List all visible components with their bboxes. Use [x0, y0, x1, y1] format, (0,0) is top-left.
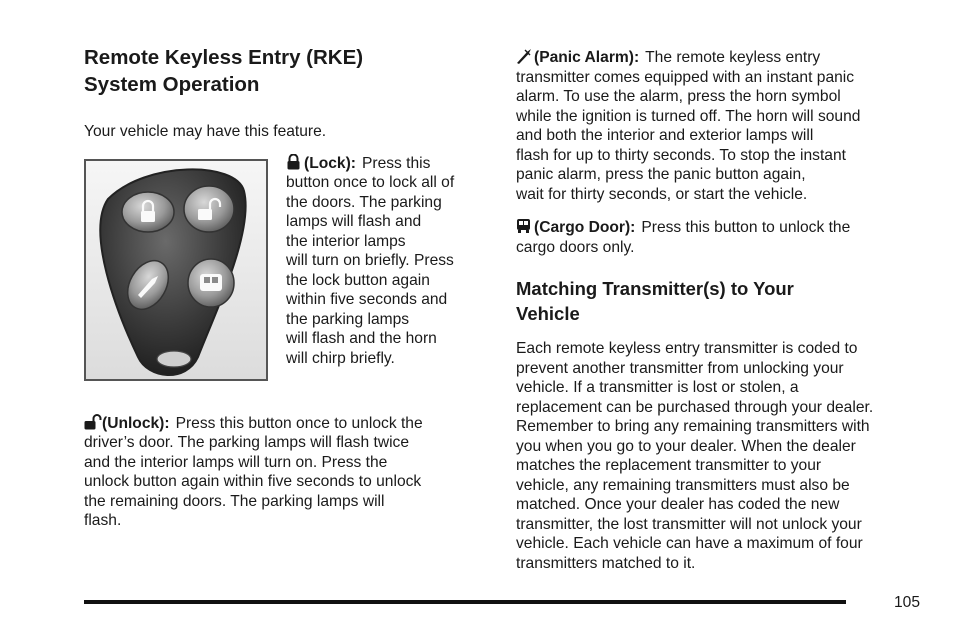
- matching-heading-line-2: Vehicle: [516, 303, 580, 324]
- cargo-door-icon: [516, 218, 534, 234]
- matching-description: Each remote keyless entry transmitter is coded to prevent another transmitter from unlocking your vehicle. If a transmitter is lost or stolen, a replacement can be purchased through your dealer. Remember to bring any remaining transmitters with you when you go to your dealer. When the dealer matches the replacement transmitter to your vehicle, any remaining transmitters must also be matched. Once your dealer has coded the new transmitter, the lost transmitter will not unlock your vehicle. Each vehicle can have a maximum of four transmitters matched to it.: [516, 340, 874, 572]
- rke-transmitter-photo: [86, 161, 266, 379]
- panic-term: (Panic Alarm):: [534, 49, 640, 66]
- lock-description: (Lock): Press this button once to lock all of the doors. The parking lamps will flash and the interior lamps will turn on briefly. Press the lock button again within five seconds and the parking lamps will flash and the horn will chirp briefly.: [286, 154, 455, 367]
- right-column: [516, 48, 921, 573]
- availability-note: Your vehicle may have this feature.: [84, 123, 327, 140]
- fob-indicator: [157, 351, 191, 367]
- cargo-term: (Cargo Door):: [534, 219, 636, 236]
- lock-term: (Lock):: [304, 154, 356, 172]
- horn-icon: [516, 48, 534, 64]
- unlock-description: (Unlock): Press this button once to unlock the driver’s door. The parking lamps will flash twice and the interior lamps will turn on. Press the unlock button again within five seconds to unlock the remaining doors. The parking lamps will flash.: [84, 414, 423, 529]
- lock-icon: [286, 154, 304, 170]
- cargo-description: (Cargo Door): Press this button to unlock the cargo doors only.: [516, 219, 851, 256]
- left-column: [84, 44, 489, 531]
- page-number: 105: [893, 594, 920, 611]
- unlock-icon: [84, 414, 102, 430]
- section-heading-line-1: Remote Keyless Entry (RKE): [84, 46, 364, 69]
- section-heading-line-2: System Operation: [84, 73, 260, 96]
- matching-heading-line-1: Matching Transmitter(s) to Your: [516, 278, 794, 299]
- section-heading: [84, 44, 489, 98]
- footer-rule: [84, 600, 846, 604]
- matching-heading: [516, 276, 921, 326]
- transmitter-image: [84, 159, 268, 381]
- panic-description: (Panic Alarm): The remote keyless entry transmitter comes equipped with an instant panic alarm. To use the alarm, press the horn symbol while the ignition is turned off. The horn will sound and both the interior and exterior lamps will flash for up to thirty seconds. To stop the instant panic alarm, press the panic button again, wait for thirty seconds, or start the vehicle.: [516, 49, 861, 203]
- unlock-term: (Unlock):: [102, 414, 170, 432]
- lock-section: [84, 154, 489, 378]
